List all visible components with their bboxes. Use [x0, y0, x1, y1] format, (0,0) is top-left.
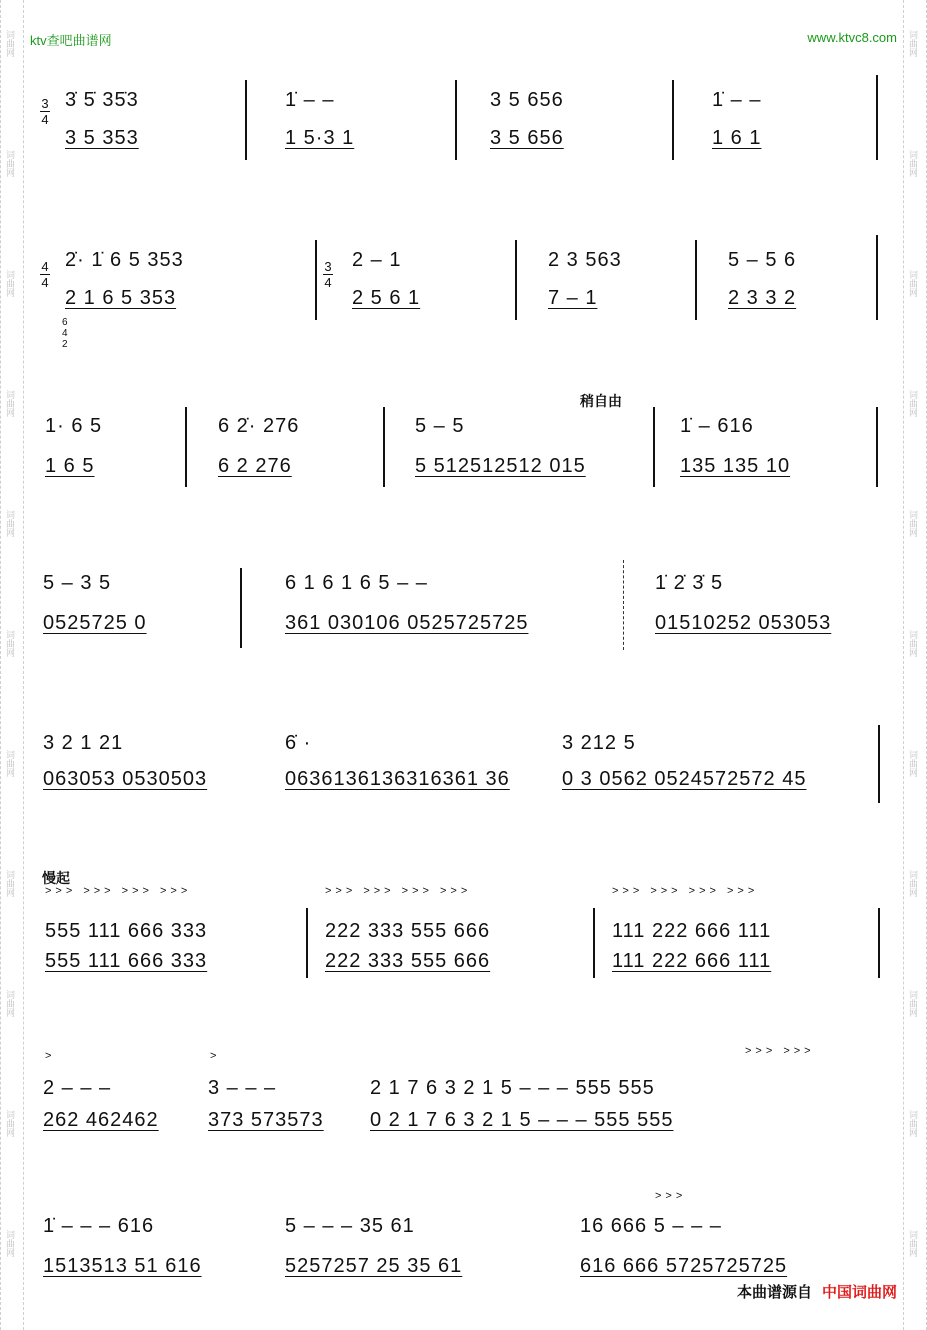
watermark-text: 词曲网: [5, 510, 15, 537]
upper-measure: 3̇ 5̇ 35̇3: [65, 89, 139, 111]
accent-marks: >: [45, 1050, 56, 1062]
upper-measure: 1̇ 2̇ 3̇ 5: [655, 572, 724, 594]
accent-marks: >>> >>>: [745, 1045, 815, 1057]
lower-measure: 1 6 1: [712, 127, 762, 149]
accent-marks: >>>: [655, 1190, 687, 1202]
lower-measure: 222 333 555 666: [325, 950, 491, 972]
upper-measure: 16 666 5 – – –: [580, 1215, 722, 1237]
upper-measure: 6̇ ·: [285, 732, 312, 754]
upper-measure: 5 – 5 6: [728, 249, 797, 271]
lower-measure: 3 5 656: [490, 127, 564, 149]
watermark-text: 词曲网: [5, 630, 15, 657]
upper-measure: 6 1 6 1 6 5 – –: [285, 572, 428, 594]
upper-measure: 5 – 5: [415, 415, 465, 437]
score-system-6: [40, 868, 885, 988]
lower-measure: 0 2 1 7 6 3 2 1 5 – – – 555 555: [370, 1109, 674, 1131]
upper-measure: 1̇ – 616: [680, 415, 754, 437]
lower-measure: 2 5 6 1: [352, 287, 421, 309]
upper-measure: 2̇· 1̇ 6 5 353: [65, 249, 184, 271]
barline: [240, 568, 242, 648]
tempo-marking: 慢起: [42, 870, 70, 886]
barline: [383, 407, 385, 487]
score-system-5: [40, 720, 885, 810]
watermark-text: 词曲网: [5, 30, 15, 57]
site-name-left: ktv查吧曲谱网: [30, 33, 112, 48]
upper-measure: 2 – – –: [43, 1077, 112, 1099]
barline: [315, 240, 317, 320]
watermark-text: 词曲网: [908, 630, 918, 657]
lower-measure: 361 030106 0525725725: [285, 612, 529, 634]
barline: [593, 908, 595, 978]
accent-marks: >>> >>> >>> >>>: [612, 885, 759, 897]
watermark-text: 词曲网: [5, 1230, 15, 1257]
lower-measure: 616 666 5725725725: [580, 1255, 788, 1277]
upper-measure: 3 – – –: [208, 1077, 277, 1099]
accent-marks: >: [210, 1050, 221, 1062]
barline: [672, 80, 674, 160]
barline: [653, 407, 655, 487]
upper-measure: 5 – – – 35 61: [285, 1215, 415, 1237]
barline: [878, 725, 880, 803]
upper-measure: 3 212 5: [562, 732, 636, 754]
upper-measure: 6 2̇· 276: [218, 415, 300, 437]
lower-measure: 1513513 51 616: [43, 1255, 202, 1277]
upper-measure: 3 2 1 21: [43, 732, 124, 754]
watermark-text: 词曲网: [5, 1110, 15, 1137]
barline: [245, 80, 247, 160]
watermark-text: 词曲网: [908, 30, 918, 57]
lower-measure: 0525725 0: [43, 612, 147, 634]
lower-measure: 6 2 276: [218, 455, 292, 477]
barline: [515, 240, 517, 320]
upper-measure: 1· 6 5: [45, 415, 103, 437]
lower-measure: 0636136136316361 36: [285, 768, 510, 790]
source-label: 本曲谱源自: [736, 1284, 812, 1301]
barline: [876, 75, 878, 160]
barline: [878, 908, 880, 978]
arpeggio-chord: 6 4 2: [62, 317, 68, 350]
score-system-2: [40, 235, 885, 355]
watermark-text: 词曲网: [908, 870, 918, 897]
upper-measure: 555 111 666 333: [45, 920, 208, 942]
watermark-text: 词曲网: [908, 1230, 918, 1257]
watermark-text: 词曲网: [5, 870, 15, 897]
lower-measure: 7 – 1: [548, 287, 598, 309]
dashed-barline: [623, 560, 624, 650]
lower-measure: 063053 0530503: [43, 768, 208, 790]
watermark-text: 词曲网: [908, 150, 918, 177]
tempo-marking: 稍自由: [580, 393, 622, 409]
watermark-text: 词曲网: [5, 990, 15, 1017]
accent-marks: >>> >>> >>> >>>: [45, 885, 192, 897]
upper-measure: 1̇ – – – 616: [43, 1215, 155, 1237]
source-credit: [737, 1281, 897, 1302]
barline: [185, 407, 187, 487]
upper-measure: 222 333 555 666: [325, 920, 491, 942]
score-system-3: [40, 395, 885, 495]
watermark-text: 词曲网: [5, 150, 15, 177]
watermark-text: 词曲网: [5, 390, 15, 417]
watermark-text: 词曲网: [908, 1110, 918, 1137]
watermark-text: 词曲网: [908, 990, 918, 1017]
watermark-text: 词曲网: [908, 270, 918, 297]
score-system-1: [40, 75, 885, 165]
watermark-text: 词曲网: [908, 750, 918, 777]
time-signature: 3 4: [41, 96, 49, 127]
barline: [455, 80, 457, 160]
score-system-4: [40, 560, 885, 655]
lower-measure: 373 573573: [208, 1109, 324, 1131]
lower-measure: 555 111 666 333: [45, 950, 208, 972]
upper-measure: 2 3 563: [548, 249, 622, 271]
source-site-link[interactable]: 中国词曲网: [821, 1284, 897, 1301]
score-system-8: [40, 1185, 885, 1285]
lower-measure: 1 6 5: [45, 455, 95, 477]
lower-measure: 262 462462: [43, 1109, 159, 1131]
accent-marks: >>> >>> >>> >>>: [325, 885, 472, 897]
watermark-text: 词曲网: [5, 750, 15, 777]
barline: [306, 908, 308, 978]
upper-measure: 3 5 656: [490, 89, 564, 111]
upper-measure: 2 – 1: [352, 249, 402, 271]
lower-measure: 0 3 0562 0524572572 45: [562, 768, 807, 790]
time-signature: 3 4: [324, 259, 332, 290]
upper-measure: 2 1 7 6 3 2 1 5 – – – 555 555: [370, 1077, 655, 1099]
lower-measure: 3 5 353: [65, 127, 139, 149]
site-url-right: www.ktvc8.com: [807, 30, 897, 45]
upper-measure: 5 – 3 5: [43, 572, 112, 594]
barline: [876, 407, 878, 487]
upper-measure: 1̇ – –: [285, 89, 335, 111]
lower-measure: 111 222 666 111: [612, 950, 772, 972]
watermark-text: 词曲网: [908, 510, 918, 537]
upper-measure: 111 222 666 111: [612, 920, 772, 942]
score-system-7: [40, 1045, 885, 1145]
watermark-text: 词曲网: [908, 390, 918, 417]
right-margin-watermark: [903, 0, 927, 1330]
lower-measure: 2 1 6 5 353: [65, 287, 177, 309]
lower-measure: 2 3 3 2: [728, 287, 797, 309]
upper-measure: 1̇ – –: [712, 89, 762, 111]
lower-measure: 01510252 053053: [655, 612, 832, 634]
lower-measure: 135 135 10: [680, 455, 791, 477]
left-margin-watermark: [0, 0, 24, 1330]
barline: [695, 240, 697, 320]
barline: [876, 235, 878, 320]
lower-measure: 1 5·3 1: [285, 127, 355, 149]
time-signature: 4 4: [41, 259, 49, 290]
lower-measure: 5257257 25 35 61: [285, 1255, 463, 1277]
lower-measure: 5 512512512 015: [415, 455, 586, 477]
watermark-text: 词曲网: [5, 270, 15, 297]
